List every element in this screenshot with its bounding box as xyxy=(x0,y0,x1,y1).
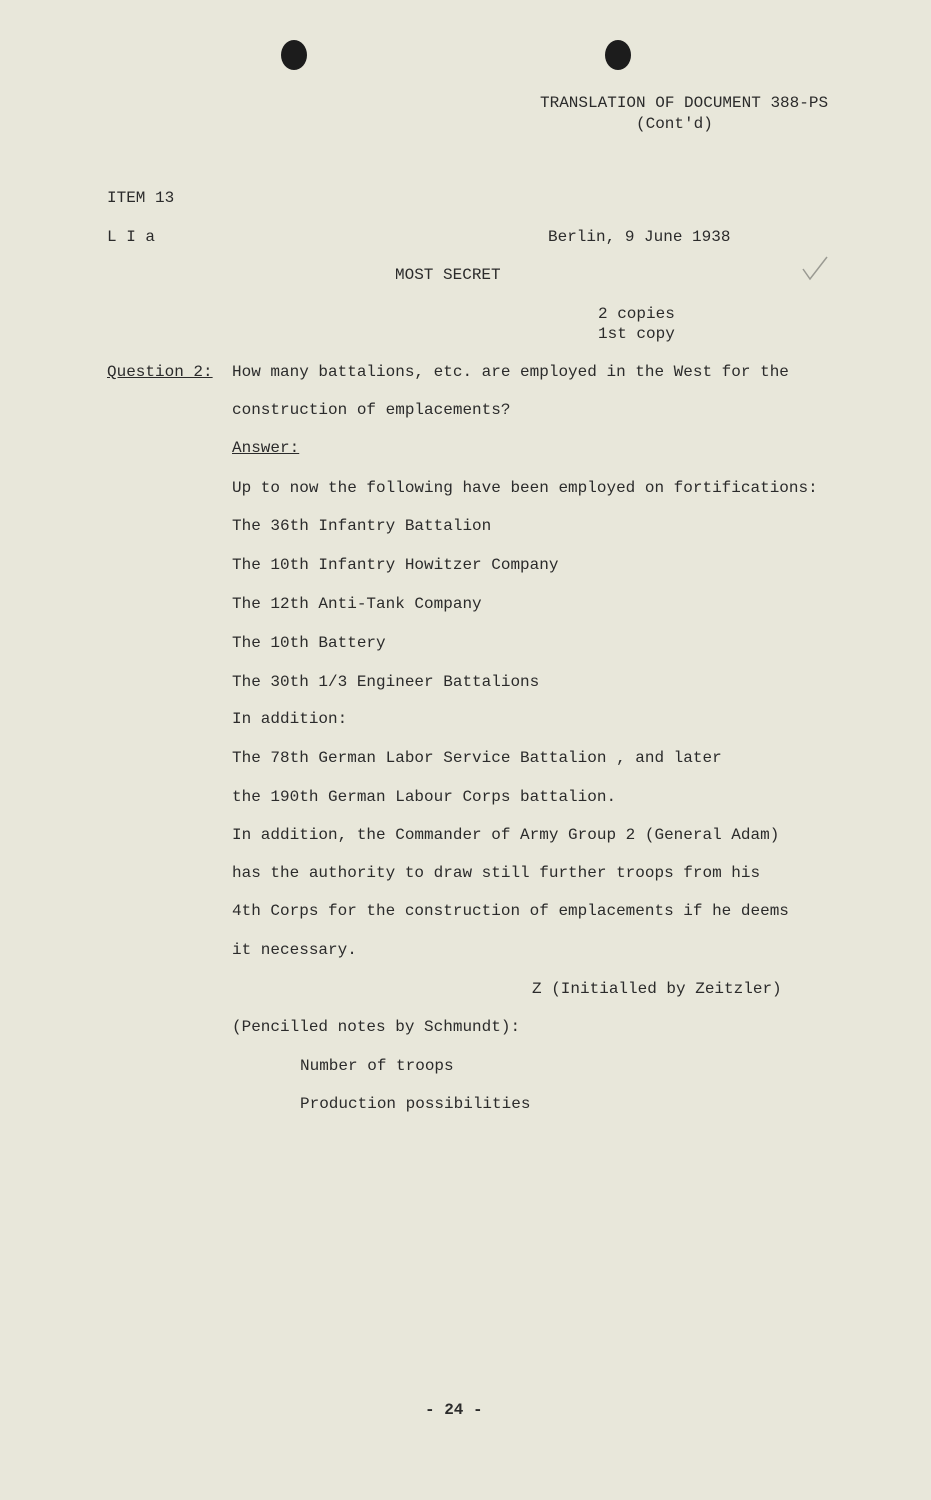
body-line: The 10th Infantry Howitzer Company xyxy=(232,556,559,574)
pencilled-heading: (Pencilled notes by Schmundt): xyxy=(232,1018,521,1036)
copy-number: 1st copy xyxy=(598,325,675,343)
body-line: construction of emplacements? xyxy=(232,401,511,419)
body-line: The 36th Infantry Battalion xyxy=(232,517,492,535)
body-line: How many battalions, etc. are employed in the West for the xyxy=(232,363,789,381)
document-title: TRANSLATION OF DOCUMENT 388-PS xyxy=(540,94,829,112)
body-line: 4th Corps for the construction of emplacements if he deems xyxy=(232,902,789,920)
punch-hole-left xyxy=(281,40,307,70)
item-number: ITEM 13 xyxy=(107,189,175,207)
body-line: The 10th Battery xyxy=(232,634,386,652)
body-line: The 30th 1/3 Engineer Battalions xyxy=(232,673,540,691)
body-line: The 78th German Labor Service Battalion , and later xyxy=(232,749,722,767)
body-line: In addition, the Commander of Army Group 2 (General Adam) xyxy=(232,826,780,844)
body-line: The 12th Anti-Tank Company xyxy=(232,595,482,613)
punch-hole-right xyxy=(605,40,631,70)
answer-heading: Answer: xyxy=(232,439,300,457)
body-line: it necessary. xyxy=(232,941,357,959)
body-line: Up to now the following have been employed on fortifications: xyxy=(232,479,818,497)
place-date: Berlin, 9 June 1938 xyxy=(548,228,731,246)
body-line: has the authority to draw still further troops from his xyxy=(232,864,761,882)
initials: Z (Initialled by Zeitzler) xyxy=(532,980,782,998)
document-subtitle: (Cont'd) xyxy=(636,115,713,133)
body-line: the 190th German Labour Corps battalion. xyxy=(232,788,617,806)
pencilled-note: Number of troops xyxy=(300,1057,454,1075)
office-code: L I a xyxy=(107,228,156,246)
checkmark-icon xyxy=(800,255,830,283)
classification: MOST SECRET xyxy=(395,266,501,284)
body-line: In addition: xyxy=(232,710,348,728)
question-label: Question 2: xyxy=(107,363,213,381)
copies-count: 2 copies xyxy=(598,305,675,323)
pencilled-note: Production possibilities xyxy=(300,1095,531,1113)
page-number: - 24 - xyxy=(425,1401,483,1419)
